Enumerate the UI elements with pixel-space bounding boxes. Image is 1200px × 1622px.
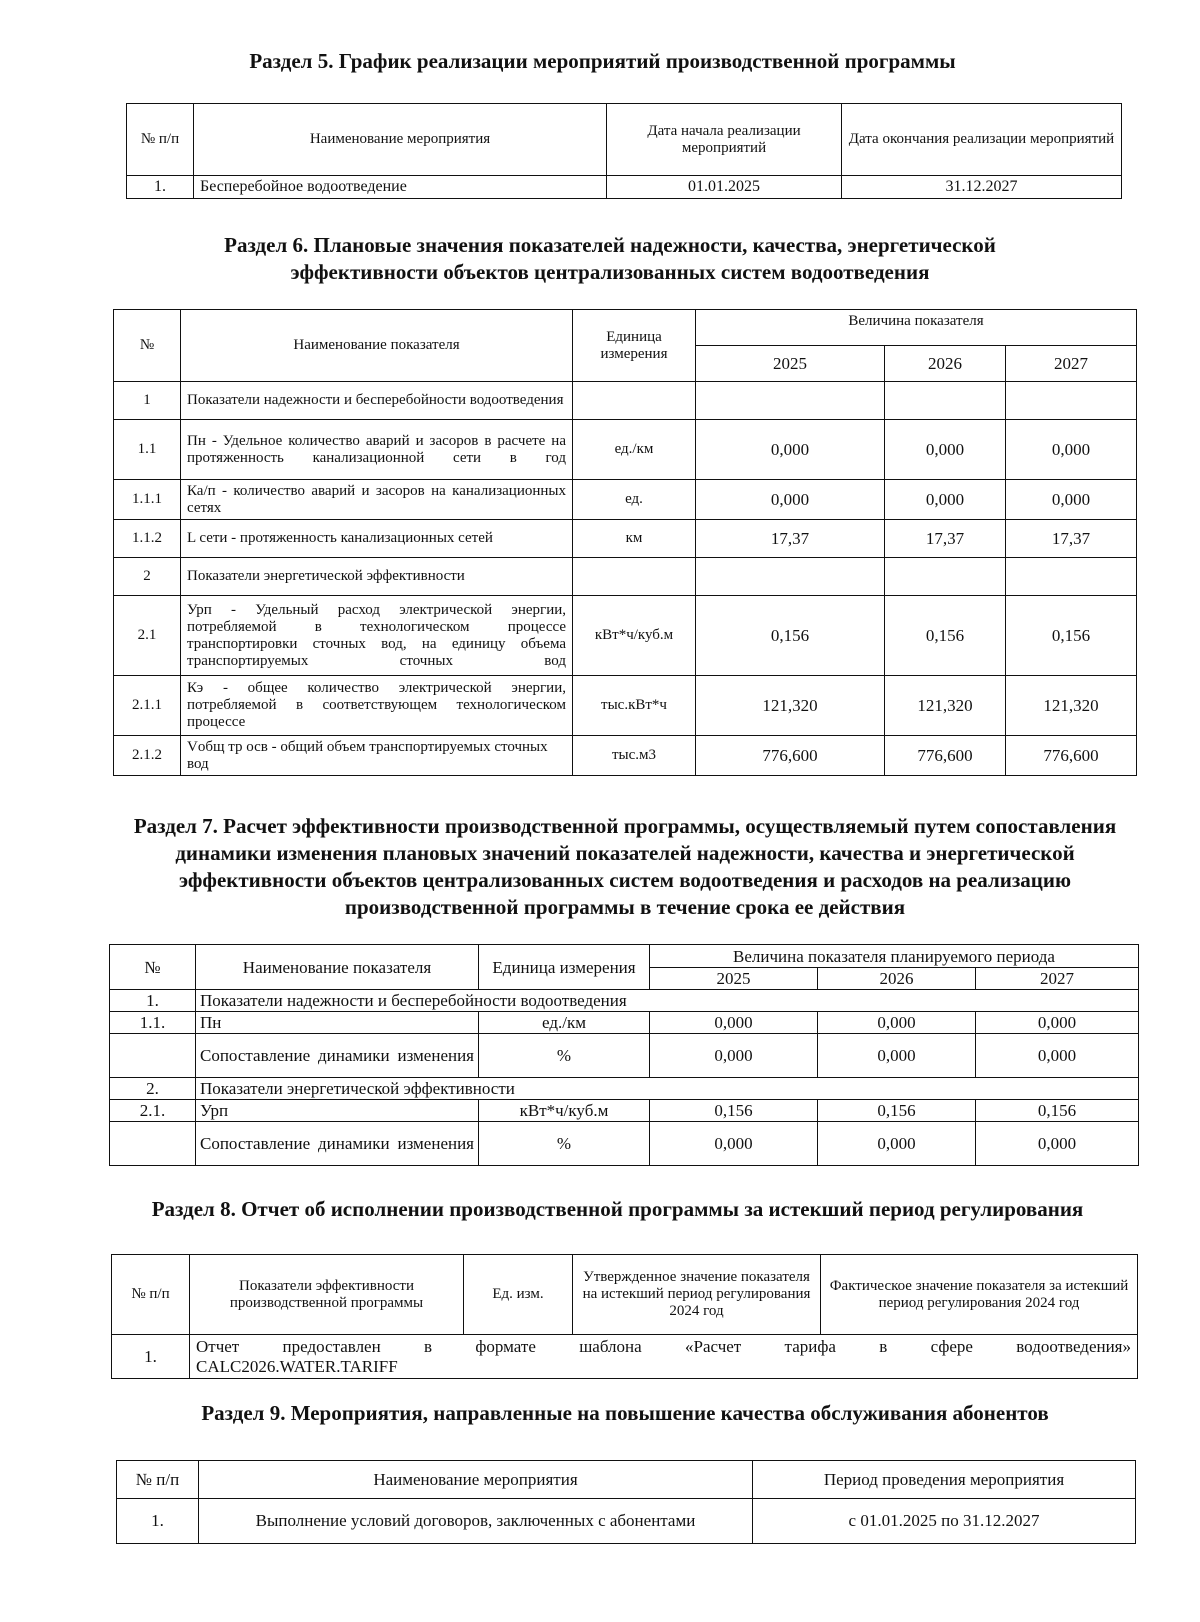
row-name: Пн	[196, 1012, 479, 1034]
row-name: Показатели энергетической эффективности	[181, 558, 573, 596]
row-num: 1.1.2	[114, 520, 181, 558]
section9-title: Раздел 9. Мероприятия, направленные на повышение качества обслуживания абонентов	[201, 1401, 1049, 1425]
section5-table	[126, 103, 1122, 199]
table-header-row	[112, 1255, 1138, 1335]
table-group-row	[110, 1078, 1139, 1100]
row-num-empty	[110, 1122, 196, 1166]
header-name: Наименование показателя	[181, 310, 573, 382]
group-title: Показатели энергетической эффективности	[196, 1078, 1139, 1100]
header-unit: Ед. изм.	[464, 1255, 573, 1335]
row-value-2026: 121,320	[885, 676, 1006, 736]
row-value-2027: 0,000	[976, 1122, 1139, 1166]
row-period: с 01.01.2025 по 31.12.2027	[753, 1499, 1136, 1544]
header-value: Величина показателя	[696, 310, 1137, 346]
header-num: №	[114, 310, 181, 382]
report-text: Отчет предоставлен в формате шаблона «Расчет тарифа в сфере водоотведения»	[196, 1336, 1131, 1356]
header-name: Наименование показателя	[196, 945, 479, 990]
header-num: № п/п	[112, 1255, 190, 1335]
row-unit: кВт*ч/куб.м	[573, 596, 696, 676]
header-year-2026: 2026	[885, 346, 1006, 382]
table-row	[110, 1100, 1139, 1122]
table-row	[114, 596, 1137, 676]
row-report-text	[190, 1335, 1138, 1379]
row-num: 1.1.1	[114, 480, 181, 520]
row-value-2025: 0,000	[650, 1012, 818, 1034]
row-unit: тыс.кВт*ч	[573, 676, 696, 736]
header-unit: Единица измерения	[573, 310, 696, 382]
section5-title: Раздел 5. График реализации мероприятий производственной программы	[249, 49, 956, 73]
row-name: Бесперебойное водоотведение	[194, 176, 607, 199]
row-value-2025: 0,156	[650, 1100, 818, 1122]
section7-table	[109, 944, 1139, 1166]
row-num: 1.1	[114, 420, 181, 480]
row-name: Пн - Удельное количество аварий и засоров в расчете на протяженность канализационной сети в год	[181, 420, 573, 480]
row-value-2025: 121,320	[696, 676, 885, 736]
section8-title: Раздел 8. Отчет об исполнении производственной программы за истекший период регулирования	[151, 1197, 1084, 1221]
table-row	[110, 1122, 1139, 1166]
row-value-2025	[696, 382, 885, 420]
row-value-2026: 776,600	[885, 736, 1006, 776]
table-header-row	[114, 310, 1137, 346]
row-value-2025: 0,000	[650, 1034, 818, 1078]
row-num: 1.	[127, 176, 194, 199]
section8-table	[111, 1254, 1138, 1379]
table-header-row	[127, 104, 1122, 176]
row-unit: тыс.м3	[573, 736, 696, 776]
header-num: № п/п	[127, 104, 194, 176]
group-num: 2.	[110, 1078, 196, 1100]
row-value-2025	[696, 558, 885, 596]
row-value-2026: 0,000	[818, 1012, 976, 1034]
table-row	[114, 676, 1137, 736]
row-num-empty	[110, 1034, 196, 1078]
table-row	[114, 382, 1137, 420]
row-value-2027: 0,156	[976, 1100, 1139, 1122]
table-group-row	[110, 990, 1139, 1012]
row-num: 2.1.	[110, 1100, 196, 1122]
row-value-2027: 17,37	[1006, 520, 1137, 558]
row-value-2025: 0,000	[696, 420, 885, 480]
header-num: №	[110, 945, 196, 990]
table-row	[117, 1499, 1136, 1544]
header-period: Период проведения мероприятия	[753, 1461, 1136, 1499]
header-end: Дата окончания реализации мероприятий	[842, 104, 1122, 176]
table-row	[114, 736, 1137, 776]
row-value-2027: 0,000	[976, 1012, 1139, 1034]
row-value-2027: 121,320	[1006, 676, 1137, 736]
row-unit: ед./км	[479, 1012, 650, 1034]
row-end-date: 31.12.2027	[842, 176, 1122, 199]
row-value-2027: 0,156	[1006, 596, 1137, 676]
row-name: Показатели надежности и бесперебойности водоотведения	[181, 382, 573, 420]
row-num: 1.	[117, 1499, 199, 1544]
row-name: Сопоставление динамики изменения	[196, 1034, 479, 1078]
row-value-2025: 0,000	[696, 480, 885, 520]
row-name: Урп	[196, 1100, 479, 1122]
table-header-row	[110, 945, 1139, 968]
row-value-2025: 776,600	[696, 736, 885, 776]
table-row	[114, 520, 1137, 558]
row-value-2026: 0,000	[818, 1122, 976, 1166]
group-title: Показатели надежности и бесперебойности водоотведения	[196, 990, 1139, 1012]
row-value-2027: 0,000	[1006, 420, 1137, 480]
table-row	[112, 1335, 1138, 1379]
header-indicators: Показатели эффективности производственной программы	[190, 1255, 464, 1335]
header-year-2027: 2027	[1006, 346, 1137, 382]
row-num: 2.1.1	[114, 676, 181, 736]
row-value-2026: 0,000	[885, 480, 1006, 520]
table-row	[110, 1034, 1139, 1078]
row-value-2027: 0,000	[976, 1034, 1139, 1078]
row-unit: %	[479, 1034, 650, 1078]
row-name: Ка/п - количество аварий и засоров на канализационных сетях	[181, 480, 573, 520]
row-name: L сети - протяженность канализационных сетей	[181, 520, 573, 558]
header-year-2026: 2026	[818, 968, 976, 990]
row-value-2026: 17,37	[885, 520, 1006, 558]
header-name: Наименование мероприятия	[194, 104, 607, 176]
row-value-2025: 0,000	[650, 1122, 818, 1166]
section9-table	[116, 1460, 1136, 1544]
row-name: Кэ - общее количество электрической энергии, потребляемой в соответствующем технологическом процессе	[181, 676, 573, 736]
row-name: Сопоставление динамики изменения	[196, 1122, 479, 1166]
section6-table	[113, 309, 1137, 776]
row-num: 2	[114, 558, 181, 596]
row-value-2027: 0,000	[1006, 480, 1137, 520]
row-unit: км	[573, 520, 696, 558]
header-value: Величина показателя планируемого периода	[650, 945, 1139, 968]
row-start-date: 01.01.2025	[607, 176, 842, 199]
row-value-2027	[1006, 382, 1137, 420]
header-unit: Единица измерения	[479, 945, 650, 990]
header-num: № п/п	[117, 1461, 199, 1499]
table-row	[114, 420, 1137, 480]
row-unit: кВт*ч/куб.м	[479, 1100, 650, 1122]
row-value-2026	[885, 558, 1006, 596]
row-value-2026	[885, 382, 1006, 420]
row-num: 2.1	[114, 596, 181, 676]
section6-title: Раздел 6. Плановые значения показателей надежности, качества, энергетической эффективности объектов централизованных систем водоотведения	[224, 233, 996, 284]
header-year-2025: 2025	[696, 346, 885, 382]
row-unit	[573, 558, 696, 596]
row-name: Урп - Удельный расход электрической энергии, потребляемой в технологическом процессе транспортировки сточных вод, на единицу объема транспортируемых сточных вод	[181, 596, 573, 676]
header-year-2027: 2027	[976, 968, 1139, 990]
row-value-2026: 0,156	[818, 1100, 976, 1122]
row-value-2027	[1006, 558, 1137, 596]
header-approved: Утвержденное значение показателя на истекший период регулирования 2024 год	[573, 1255, 821, 1335]
row-value-2025: 17,37	[696, 520, 885, 558]
row-value-2026: 0,156	[885, 596, 1006, 676]
row-num: 1.1.	[110, 1012, 196, 1034]
report-template-code: CALC2026.WATER.TARIFF	[196, 1356, 398, 1376]
row-value-2025: 0,156	[696, 596, 885, 676]
row-unit: ед.	[573, 480, 696, 520]
table-row	[114, 558, 1137, 596]
header-start: Дата начала реализации мероприятий	[607, 104, 842, 176]
group-num: 1.	[110, 990, 196, 1012]
row-name: Выполнение условий договоров, заключенных с абонентами	[199, 1499, 753, 1544]
row-name: Vобщ тр осв - общий объем транспортируемых сточных вод	[181, 736, 573, 776]
header-actual: Фактическое значение показателя за истекший период регулирования 2024 год	[821, 1255, 1138, 1335]
row-num: 2.1.2	[114, 736, 181, 776]
table-row	[110, 1012, 1139, 1034]
table-row	[114, 480, 1137, 520]
table-header-row	[117, 1461, 1136, 1499]
table-row	[127, 176, 1122, 199]
row-value-2027: 776,600	[1006, 736, 1137, 776]
row-value-2026: 0,000	[885, 420, 1006, 480]
row-unit: %	[479, 1122, 650, 1166]
section7-title: Раздел 7. Расчет эффективности производственной программы, осуществляемый путем сопоставления динамики изменения плановых значений показателей надежности, качества и энергетической эффективности объектов централизованных систем водоотведения и расходов на реализацию производственной программы в течение срока ее действия	[133, 814, 1117, 919]
header-name: Наименование мероприятия	[199, 1461, 753, 1499]
row-num: 1	[114, 382, 181, 420]
row-value-2026: 0,000	[818, 1034, 976, 1078]
row-unit	[573, 382, 696, 420]
row-num: 1.	[112, 1335, 190, 1379]
row-unit: ед./км	[573, 420, 696, 480]
header-year-2025: 2025	[650, 968, 818, 990]
